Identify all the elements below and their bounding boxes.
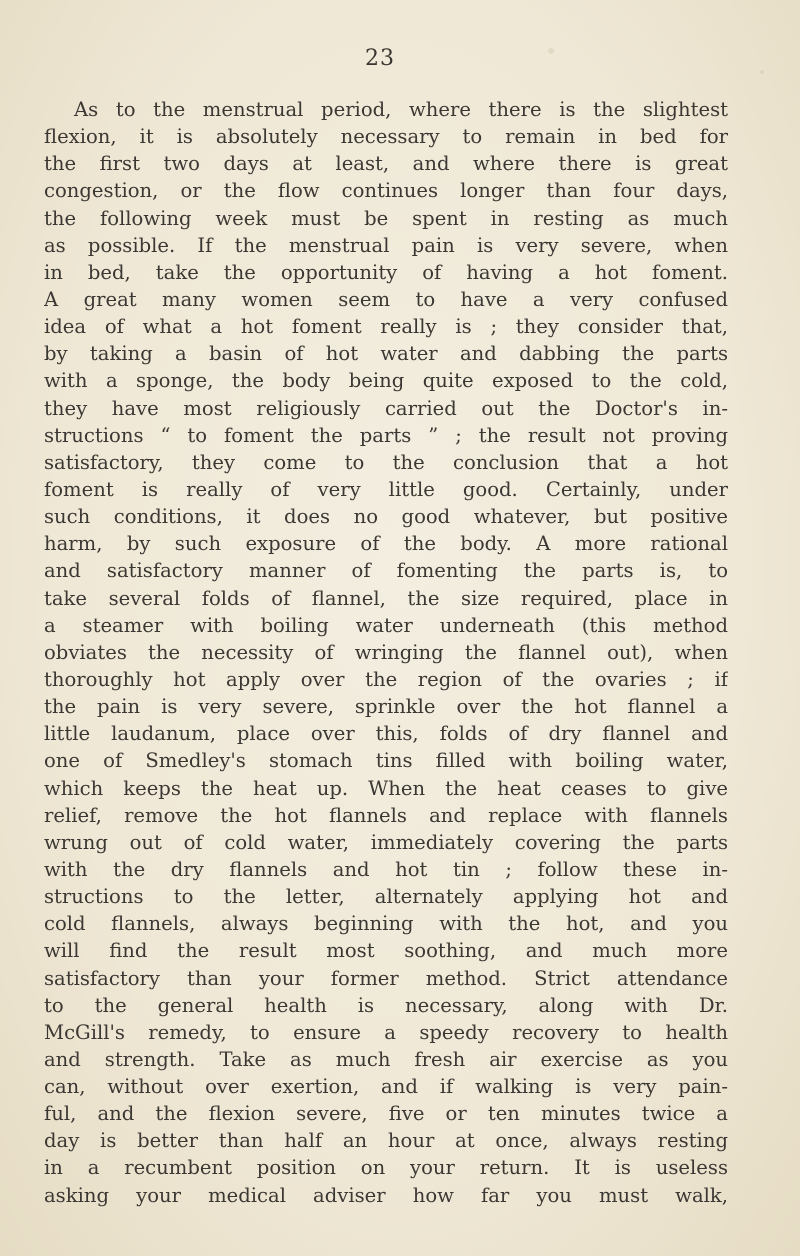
text-line: in bed, take the opportunity of having a hot foment. xyxy=(44,260,728,284)
text-line: with a sponge, the body being quite exposed to the cold, xyxy=(44,369,728,393)
text-line: structions to the letter, alternately applying hot and xyxy=(44,885,728,909)
text-line: the first two days at least, and where there is great xyxy=(44,152,728,176)
text-line: structions “ to foment the parts ” ; the result not proving xyxy=(44,423,728,447)
text-line: little laudanum, place over this, folds of dry flannel and xyxy=(44,722,728,746)
paper-speck xyxy=(760,70,764,74)
body-paragraph xyxy=(44,96,728,1209)
text-line: A great many women seem to have a very confused xyxy=(44,287,728,311)
text-line: congestion, or the flow continues longer than four days, xyxy=(44,179,728,203)
text-line: harm, by such exposure of the body. A more rational xyxy=(44,532,728,556)
text-line: take several folds of flannel, the size required, place in xyxy=(44,586,728,610)
text-line: as possible. If the menstrual pain is very severe, when xyxy=(44,233,728,257)
text-line: they have most religiously carried out the Doctor's in- xyxy=(44,396,728,420)
text-line: McGill's remedy, to ensure a speedy recovery to health xyxy=(44,1020,728,1044)
text-line: and satisfactory manner of fomenting the parts is, to xyxy=(44,559,728,583)
page-number: 23 xyxy=(365,46,395,71)
text-line: relief, remove the hot flannels and replace with flannels xyxy=(44,803,728,827)
text-line: which keeps the heat up. When the heat ceases to give xyxy=(44,776,728,800)
text-line: As to the menstrual period, where there is the slightest xyxy=(74,98,728,121)
text-line: can, without over exertion, and if walking is very pain- xyxy=(44,1075,728,1099)
text-line: by taking a basin of hot water and dabbing the parts xyxy=(44,342,728,366)
text-line: day is better than half an hour at once, always resting xyxy=(44,1129,728,1153)
text-line: satisfactory, they come to the conclusion that a hot xyxy=(44,450,728,474)
text-line: obviates the necessity of wringing the flannel out), when xyxy=(44,640,728,664)
paper-speck xyxy=(548,48,554,54)
text-line: to the general health is necessary, along with Dr. xyxy=(44,993,728,1017)
text-line: the pain is very severe, sprinkle over the hot flannel a xyxy=(44,695,728,719)
text-line: ful, and the flexion severe, five or ten minutes twice a xyxy=(44,1102,728,1126)
text-line: foment is really of very little good. Certainly, under xyxy=(44,477,728,501)
text-line: satisfactory than your former method. Strict attendance xyxy=(44,966,728,990)
text-line: thoroughly hot apply over the region of the ovaries ; if xyxy=(44,667,728,691)
text-line: asking your medical adviser how far you must walk, xyxy=(44,1183,728,1207)
text-line: wrung out of cold water, immediately covering the parts xyxy=(44,830,728,854)
text-line: one of Smedley's stomach tins filled with boiling water, xyxy=(44,749,728,773)
text-line: a steamer with boiling water underneath (this method xyxy=(44,613,728,637)
text-line: flexion, it is absolutely necessary to remain in bed for xyxy=(44,125,728,149)
text-line: will find the result most soothing, and much more xyxy=(44,939,728,963)
text-line: in a recumbent position on your return. It is useless xyxy=(44,1156,728,1180)
text-line: cold flannels, always beginning with the hot, and you xyxy=(44,912,728,936)
text-line: such conditions, it does no good whatever, but positive xyxy=(44,505,728,529)
text-line: idea of what a hot foment really is ; they consider that, xyxy=(44,315,728,339)
text-line: with the dry flannels and hot tin ; follow these in- xyxy=(44,857,728,881)
text-line: the following week must be spent in resting as much xyxy=(44,206,728,230)
text-line: and strength. Take as much fresh air exercise as you xyxy=(44,1047,728,1071)
